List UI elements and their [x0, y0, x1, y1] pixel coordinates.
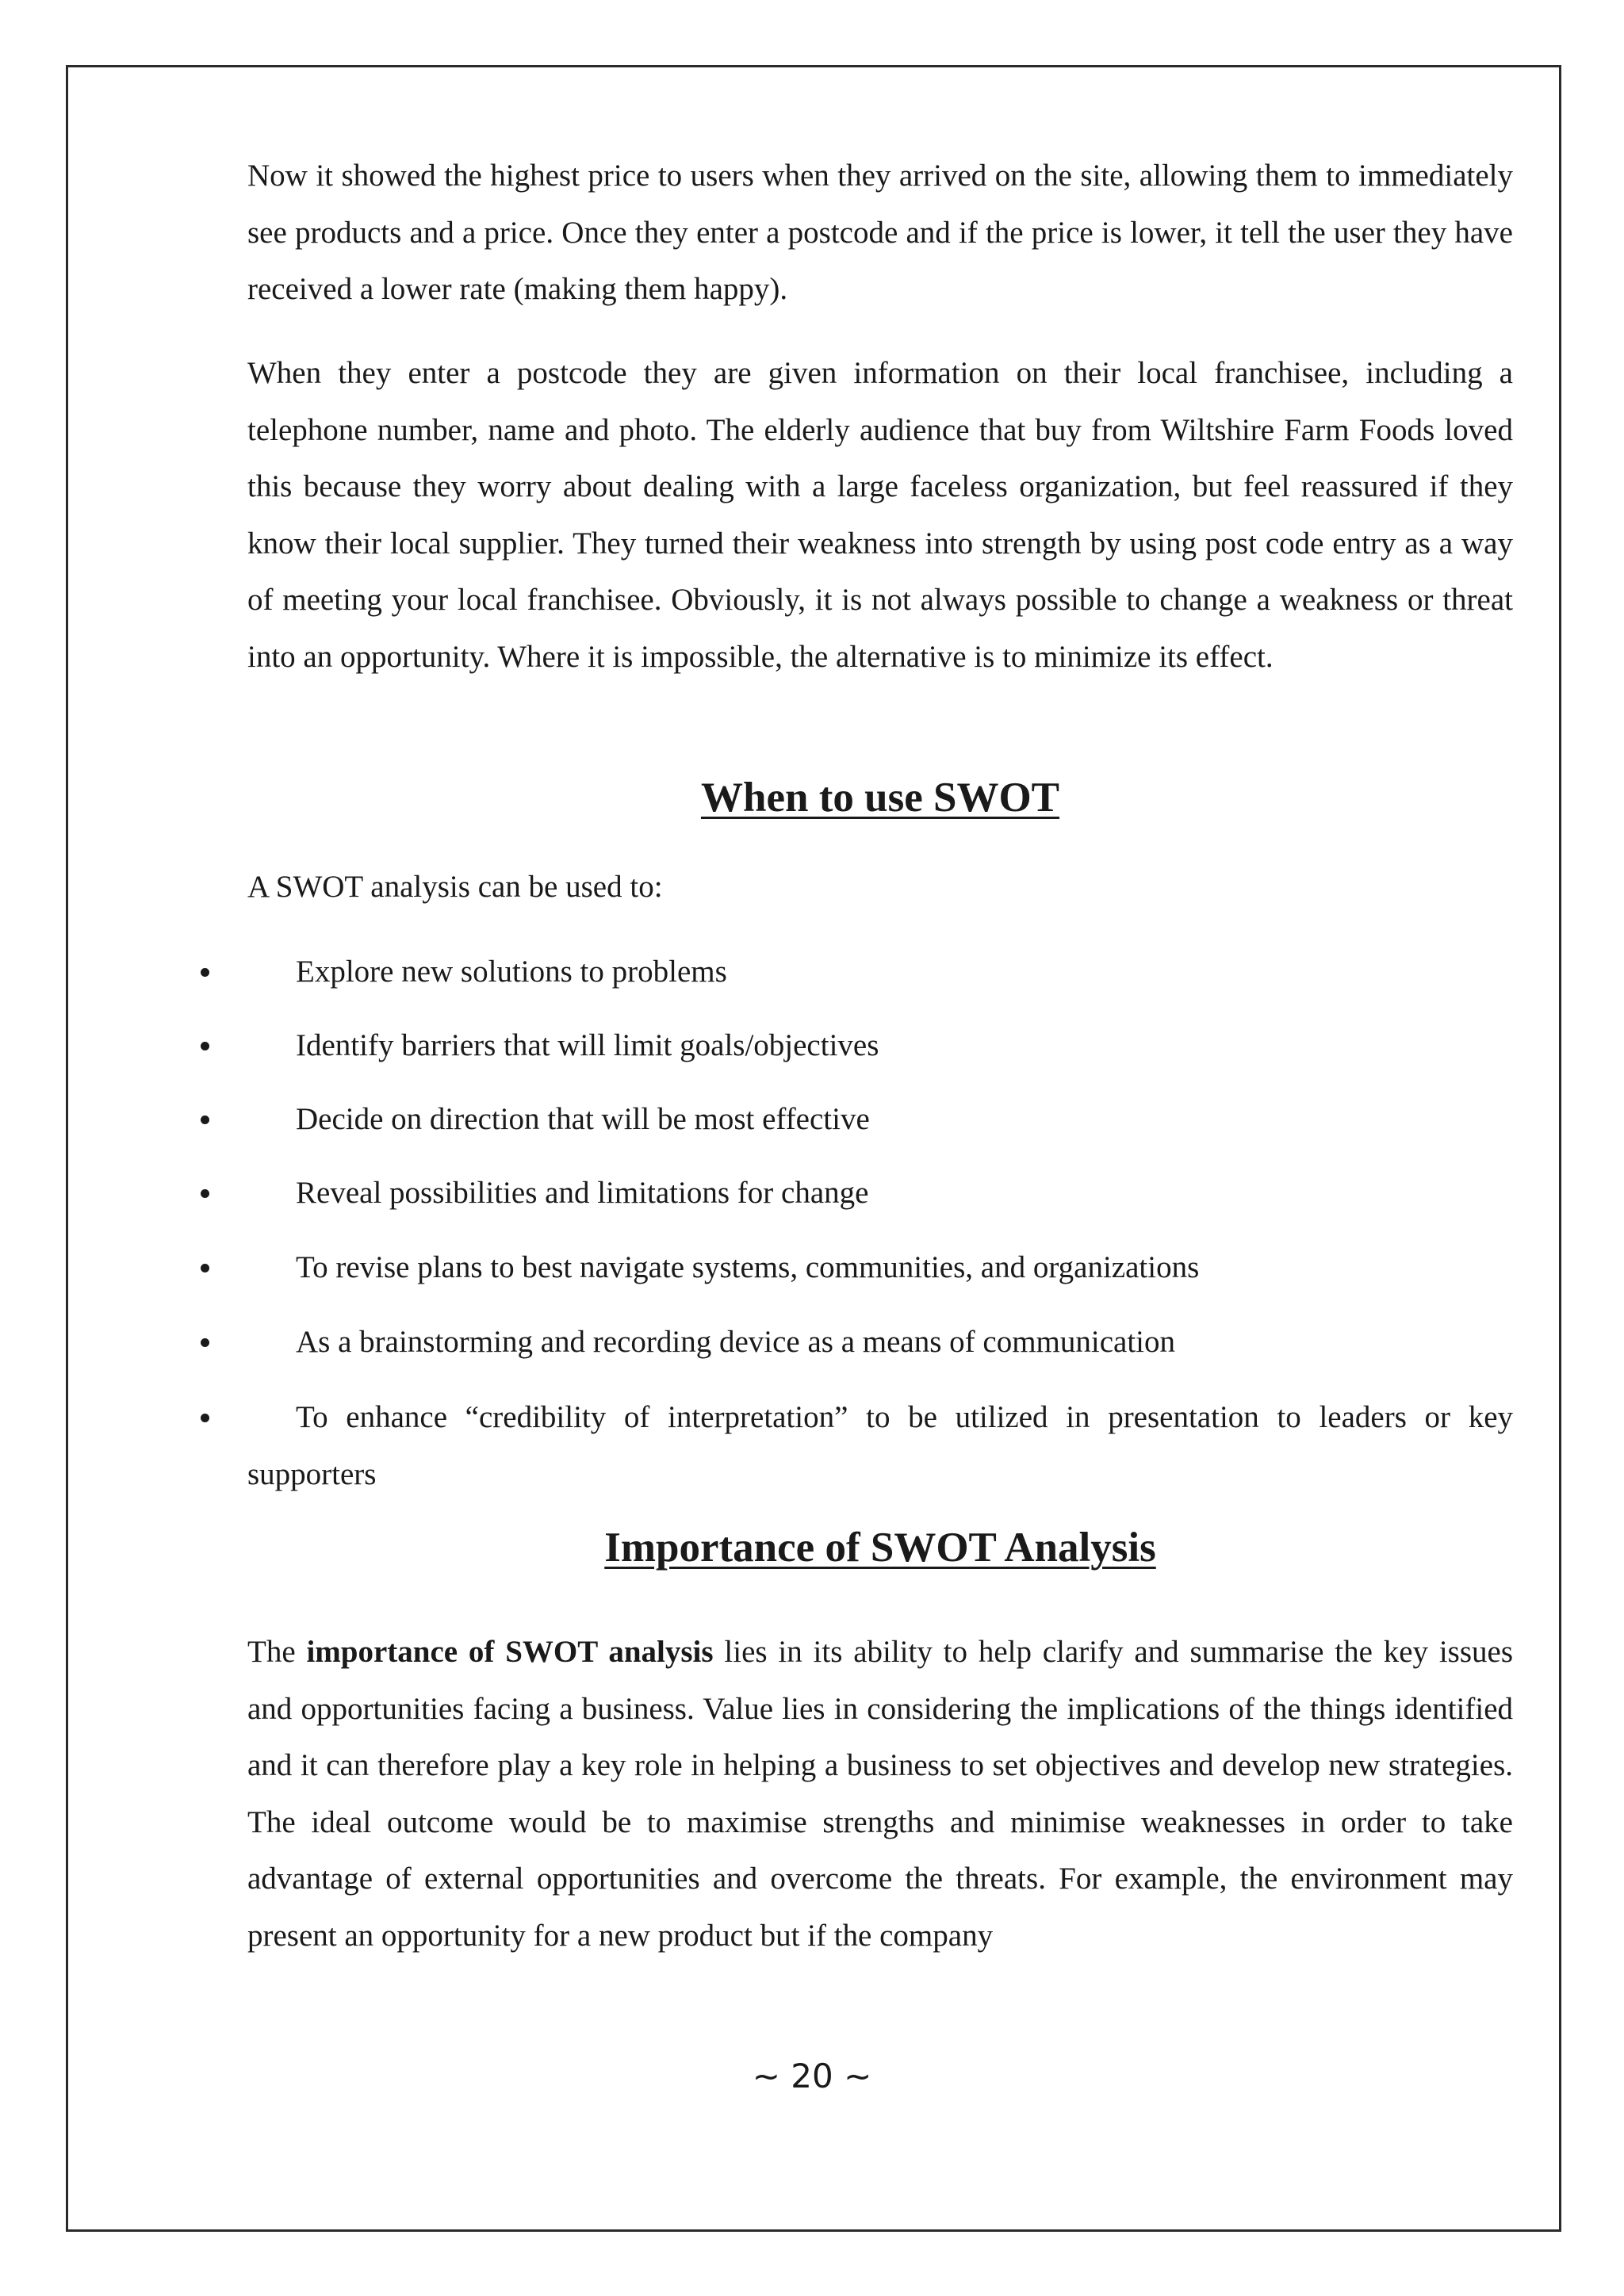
heading-when-to-use-swot: When to use SWOT [700, 775, 1060, 821]
bullet-icon [201, 1189, 209, 1198]
importance-rest: lies in its ability to help clarify and summarise the key issues and opportunities facing a business. Value lies in considering the implications of the things identified and it can therefore play a key role in helping a business to set objectives and develop new strategies. The ideal outcome would be to maximise strengths and minimise weaknesses in order to take advantage of external opportunities and overcome the threats. For example, the environment may present an opportunity for a new product but if the company [247, 1635, 1514, 1953]
bullet-icon [201, 1338, 209, 1347]
page-number: ~ 20 ~ [752, 2057, 872, 2095]
paragraph-importance [247, 1624, 1513, 1964]
paragraph-1: Now it showed the highest price to users when they arrived on the site, allowing them to immediately see products and a price. Once they enter a postcode and if the price is lower, it tell the user they have received a lower rate (making them happy). [247, 159, 1513, 306]
bullet-icon [201, 1115, 209, 1124]
importance-bold-phrase: importance of SWOT analysis [306, 1635, 714, 1669]
paragraph-2: When they enter a postcode they are given information on their local franchisee, including a telephone number, name and photo. The elderly audience that buy from Wiltshire Farm Foods loved this because they worry about dealing with a large faceless organization, but feel reassured if they know their local supplier. They turned their weakness into strength by using post code entry as a way of meeting your local franchisee. Obviously, it is not always possible to change a weakness or threat into an opportunity. Where it is impossible, the alternative is to minimize its effect. [247, 356, 1513, 674]
importance-lead: The [247, 1635, 296, 1669]
bullet-icon [201, 1264, 209, 1272]
intro-line: A SWOT analysis can be used to: [247, 870, 663, 904]
bullet-icon [201, 1414, 209, 1422]
bullet-icon [201, 968, 209, 977]
bullet-icon [201, 1042, 209, 1050]
heading-importance-of-swot: Importance of SWOT Analysis [604, 1525, 1156, 1571]
